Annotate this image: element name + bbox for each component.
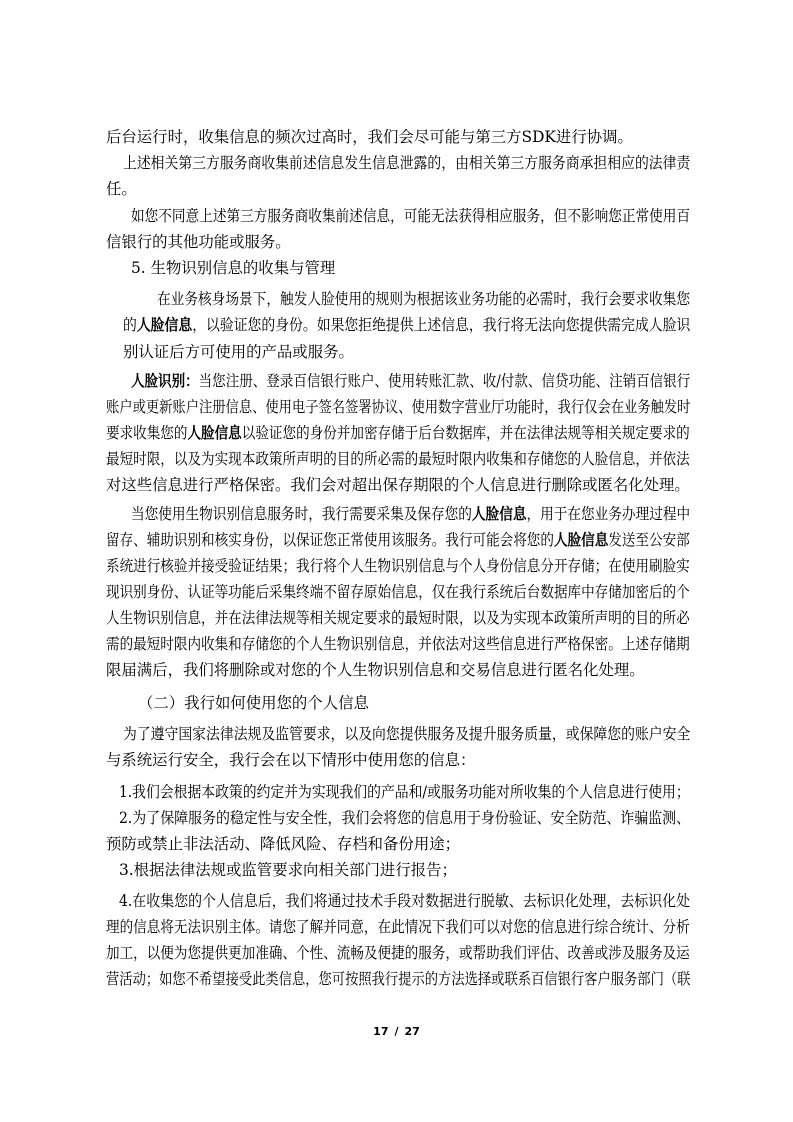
text-line: 账户或更新账户注册信息、使用电子签名签署协议、使用数字营业厅功能时，我行仅会在业务触发时 xyxy=(106,398,691,416)
page-separator: / xyxy=(394,1025,399,1038)
page-current: 17 xyxy=(373,1025,389,1038)
text-line xyxy=(106,531,690,549)
text-segment: 当您注册、登录百信银行账户、使用转账汇款、收/付款、信贷功能、注销百信银行 xyxy=(198,372,691,390)
text-line xyxy=(106,424,690,442)
text-line: 与系统运行安全，我行会在以下情形中使用您的信息： xyxy=(106,751,476,769)
text-segment: 以验证您的身份并加密存储于后台数据库，并在法律法规等相关规定要求的 xyxy=(241,424,690,442)
text-line: 人生物识别信息，并在法律法规等相关规定要求的最短时限，以及为实现本政策所声明的目的所必 xyxy=(106,609,690,627)
text-line: 需的最短时限内收集和存储您的个人生物识别信息，并依法对这些信息进行严格保密。上述存储期 xyxy=(106,635,690,653)
text-line: 营活动；如您不希望接受此类信息，您可按照我行提示的方法选择或联系百信银行客户服务部门（联 xyxy=(106,970,691,988)
text-line: 信银行的其他功能或服务。 xyxy=(106,233,291,251)
text-line: 1.我们会根据本政策的约定并为实现我们的产品和/或服务功能对所收集的个人信息进行使用； xyxy=(119,783,690,801)
text-line: 4.在收集您的个人信息后，我们将通过技术手段对数据进行脱敏、去标识化处理，去标识化处 xyxy=(119,892,691,910)
text-segment: 发送至公安部 xyxy=(608,531,690,549)
text-line: 3.根据法律法规或监管要求向相关部门进行报告； xyxy=(119,861,457,879)
bold-term: 人脸识别： xyxy=(131,372,199,390)
text-segment: 留存、辅助识别和核实身份，以保证您正常使用该服务。我行可能会将您的 xyxy=(106,531,554,549)
text-line: 限届满后，我们将删除或对您的个人生物识别信息和交易信息进行匿名化处理。 xyxy=(106,661,645,679)
text-segment: 要求收集您的 xyxy=(106,424,188,442)
bold-term: 人脸信息 xyxy=(471,505,527,523)
bold-term: 人脸信息 xyxy=(136,316,193,334)
text-segment: 当您使用生物识别信息服务时，我行需要采集及保存您的 xyxy=(131,505,472,523)
text-line: 最短时限，以及为实现本政策所声明的目的所必需的最短时限内收集和存储您的人脸信息，并依法 xyxy=(106,450,690,468)
page-number xyxy=(0,1025,793,1038)
bold-term: 人脸信息 xyxy=(553,531,609,549)
text-line: 2.为了保障服务的稳定性与安全性，我们会将您的信息用于身份验证、安全防范、诈骗监测、 xyxy=(119,809,691,827)
text-line: 5. 生物识别信息的收集与管理 xyxy=(131,259,336,277)
text-line: 任。 xyxy=(106,180,137,198)
text-line: （二）我行如何使用您的个人信息 xyxy=(138,694,369,712)
text-segment: ，用于在您业务办理过程中 xyxy=(526,505,691,523)
text-line: 为了遵守国家法律法规及监管要求，以及向您提供服务及提升服务质量，或保障您的账户安全 xyxy=(123,725,691,743)
text-segment: 的 xyxy=(123,316,137,334)
text-line xyxy=(131,505,690,523)
text-line xyxy=(131,372,690,390)
text-line: 上述相关第三方服务商收集前述信息发生信息泄露的，由相关第三方服务商承担相应的法律责 xyxy=(123,154,691,172)
text-line: 理的信息将无法识别主体。请您了解并同意，在此情况下我们可以对您的信息进行综合统计、分析 xyxy=(106,918,690,936)
text-line xyxy=(123,316,690,334)
page-total: 27 xyxy=(404,1025,420,1038)
text-line: 如您不同意上述第三方服务商收集前述信息，可能无法获得相应服务，但不影响您正常使用百 xyxy=(131,207,691,225)
text-line: 对这些信息进行严格保密。我们会对超出保存期限的个人信息进行删除或匿名化处理。 xyxy=(106,476,690,494)
text-line: 现识别身份、认证等功能后采集终端不留存原始信息，仅在我行系统后台数据库中存储加密后的个 xyxy=(106,583,690,601)
text-line: 系统进行核验并接受验证结果；我行将个人生物识别信息与个人身份信息分开存储；在使用刷脸实 xyxy=(106,557,690,575)
text-line: 后台运行时，收集信息的频次过高时，我们会尽可能与第三方SDK进行协调。 xyxy=(106,128,633,146)
text-segment: ，以验证您的身份。如果您拒绝提供上述信息，我行将无法向您提供需完成人脸识 xyxy=(192,316,691,334)
text-line: 加工，以便为您提供更加准确、个性、流畅及便捷的服务，或帮助我们评估、改善或涉及服务及运 xyxy=(106,944,690,962)
text-line: 别认证后方可使用的产品或服务。 xyxy=(123,343,354,361)
bold-term: 人脸信息 xyxy=(187,424,242,442)
text-line: 在业务核身场景下，触发人脸使用的规则为根据该业务功能的必需时，我行会要求收集您 xyxy=(157,290,691,308)
text-line: 预防或禁止非法活动、降低风险、存档和备份用途； xyxy=(106,835,460,853)
